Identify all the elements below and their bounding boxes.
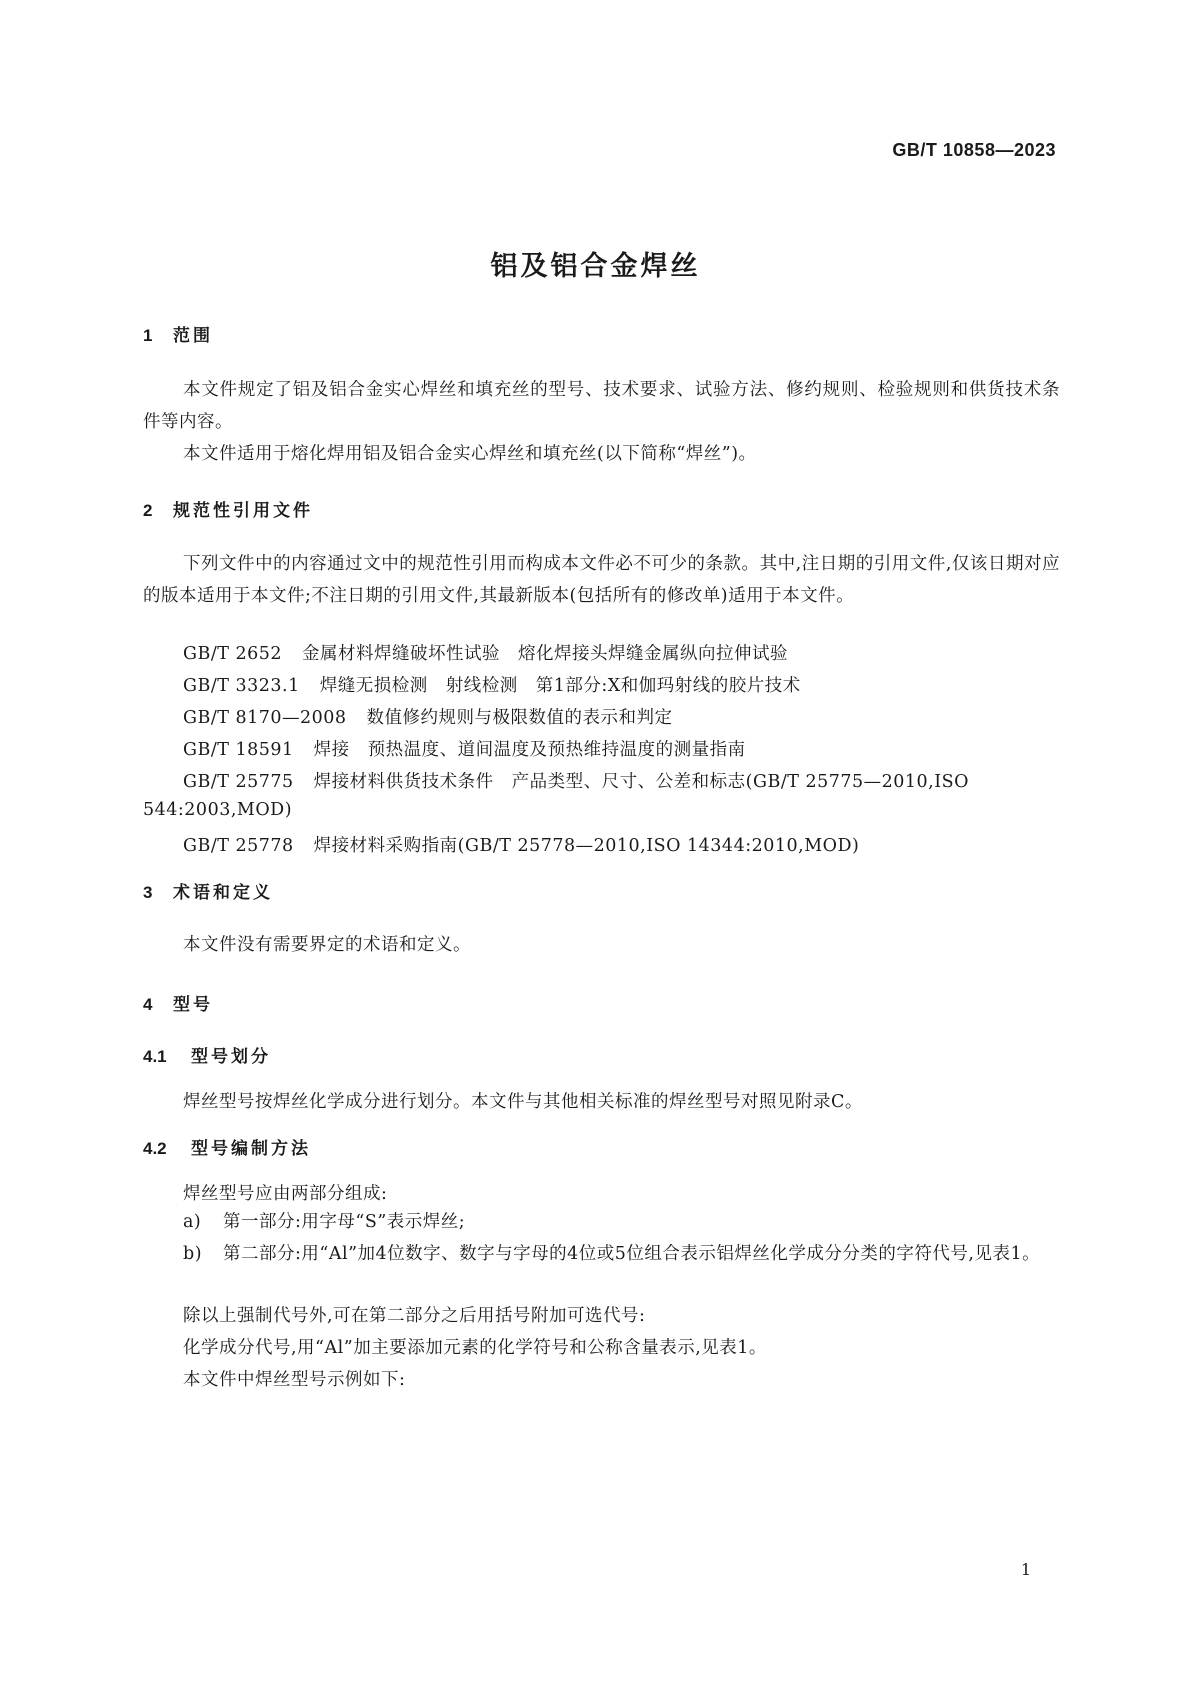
model-classification-paragraph: 焊丝型号按焊丝化学成分进行划分。本文件与其他相关标准的焊丝型号对照见附录C。 xyxy=(183,1092,863,1112)
subsection-title: 型号划分 xyxy=(191,1047,271,1066)
section-title: 术语和定义 xyxy=(173,883,273,902)
section-4-heading xyxy=(143,990,213,1015)
reference-code: GB/T 2652 xyxy=(183,644,283,664)
reference-entry xyxy=(183,768,969,793)
section-3-heading xyxy=(143,878,273,903)
section-number: 4 xyxy=(143,995,153,1014)
subsection-number: 4.1 xyxy=(143,1047,167,1066)
optional-code-paragraph: 除以上强制代号外,可在第二部分之后用括号附加可选代号: xyxy=(183,1306,646,1326)
subsection-4-2-heading xyxy=(143,1134,311,1159)
reference-entry xyxy=(183,704,673,729)
example-intro-paragraph: 本文件中焊丝型号示例如下: xyxy=(183,1370,406,1390)
reference-code: GB/T 25778 xyxy=(183,836,294,856)
reference-title: 数值修约规则与极限数值的表示和判定 xyxy=(366,708,673,728)
list-item xyxy=(183,1206,1060,1238)
reference-code: GB/T 8170—2008 xyxy=(183,708,347,728)
reference-code: GB/T 18591 xyxy=(183,740,294,760)
list-marker: a) xyxy=(183,1212,202,1232)
reference-title: 焊接 预热温度、道间温度及预热维持温度的测量指南 xyxy=(313,740,746,760)
section-2-heading xyxy=(143,496,313,521)
model-composition-intro: 焊丝型号应由两部分组成: xyxy=(183,1184,388,1204)
document-title: 铝及铝合金焊丝 xyxy=(490,251,701,281)
reference-entry xyxy=(183,832,859,857)
terms-paragraph: 本文件没有需要界定的术语和定义。 xyxy=(183,935,471,955)
subsection-4-1-heading xyxy=(143,1042,271,1067)
section-title: 范围 xyxy=(173,326,213,345)
reference-entry xyxy=(183,736,746,761)
reference-title: 焊缝无损检测 射线检测 第1部分:X和伽玛射线的胶片技术 xyxy=(319,676,801,696)
standard-number: GB/T 10858—2023 xyxy=(892,140,1056,160)
section-number: 3 xyxy=(143,883,153,902)
list-marker: b) xyxy=(183,1244,203,1264)
reference-title: 焊接材料采购指南(GB/T 25778—2010,ISO 14344:2010,MOD) xyxy=(313,836,860,856)
subsection-title: 型号编制方法 xyxy=(191,1139,311,1158)
reference-entry-continuation: 544:2003,MOD) xyxy=(143,800,293,820)
list-item xyxy=(183,1238,1060,1270)
section-number: 2 xyxy=(143,501,153,520)
scope-paragraph-2: 本文件适用于熔化焊用铝及铝合金实心焊丝和填充丝(以下简称“焊丝”)。 xyxy=(183,444,757,464)
section-title: 规范性引用文件 xyxy=(173,501,313,520)
scope-paragraph-1: 本文件规定了铝及铝合金实心焊丝和填充丝的型号、技术要求、试验方法、修约规则、检验规则和供货技术条件等内容。 xyxy=(143,380,1060,432)
reference-code: GB/T 25775 xyxy=(183,772,294,792)
list-item-text: 第二部分:用“Al”加4位数字、数字与字母的4位或5位组合表示铝焊丝化学成分分类的字符代号,见表1。 xyxy=(223,1244,1041,1264)
reference-entry xyxy=(183,640,788,665)
section-title: 型号 xyxy=(173,995,213,1014)
section-number: 1 xyxy=(143,326,153,345)
reference-entry xyxy=(183,672,801,697)
section-1-heading xyxy=(143,321,213,346)
normative-refs-intro: 下列文件中的内容通过文中的规范性引用而构成本文件必不可少的条款。其中,注日期的引用文件,仅该日期对应的版本适用于本文件;不注日期的引用文件,其最新版本(包括所有的修改单)适用于本文件。 xyxy=(143,554,1060,606)
reference-code: GB/T 3323.1 xyxy=(183,676,300,696)
reference-title: 焊接材料供货技术条件 产品类型、尺寸、公差和标志(GB/T 25775—2010,ISO xyxy=(313,772,969,792)
list-item-text: 第一部分:用字母“S”表示焊丝; xyxy=(223,1212,466,1232)
chemical-code-paragraph: 化学成分代号,用“Al”加主要添加元素的化学符号和公称含量表示,见表1。 xyxy=(183,1338,767,1358)
page-number: 1 xyxy=(1020,1560,1031,1579)
reference-title: 金属材料焊缝破坏性试验 熔化焊接头焊缝金属纵向拉伸试验 xyxy=(302,644,789,664)
subsection-number: 4.2 xyxy=(143,1139,167,1158)
